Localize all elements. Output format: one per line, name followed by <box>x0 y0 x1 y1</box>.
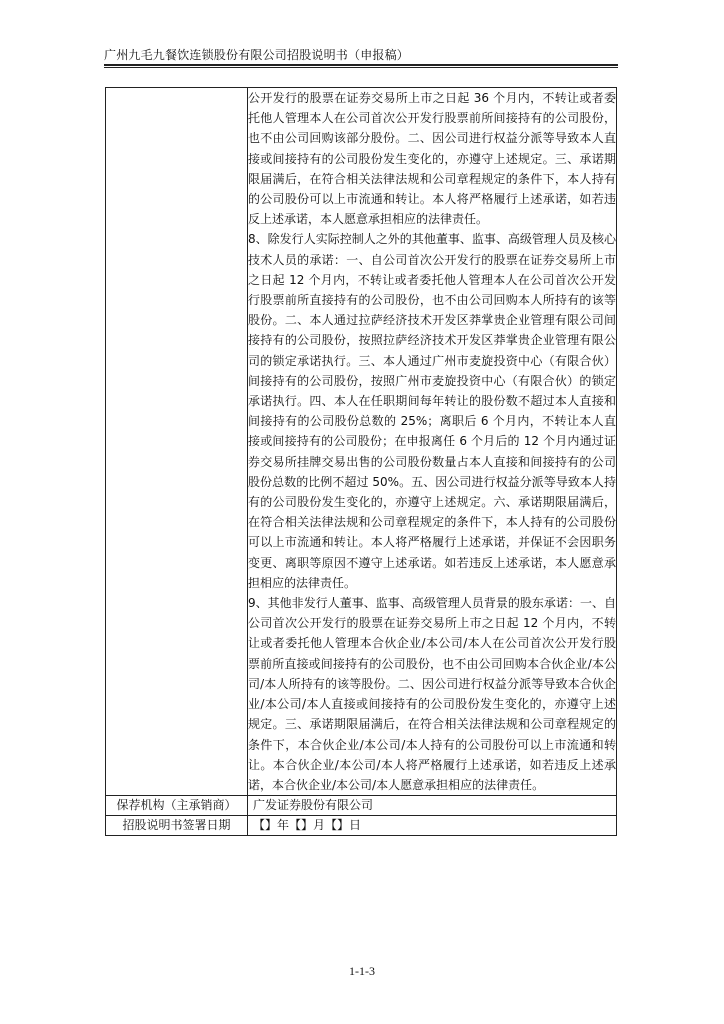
commitments-content-cell <box>248 88 617 796</box>
offering-info-table <box>105 87 617 836</box>
commitment-paragraph-c: 9、其他非发行人董事、监事、高级管理人员背景的股东承诺：一、自公司首次公开发行的股票在证券交易所上市之日起 12 个月内，不转让或者委托他人管理本合伙企业/本公司/本人在公司首次公开发行股票前所直接或间接持有的公司股份，也不由公司回购本合伙企业/本公司/本人所持有的该等股份。二、因公司进行权益分派等导致本合伙企业/本公司/本人直接或间接持有的公司股份发生变化的，亦遵守上述规定。三、承诺期限届满后，在符合相关法律法规和公司章程规定的条件下，本合伙企业/本公司/本人持有的公司股份可以上市流通和转让。本合伙企业/本公司/本人将严格履行上述承诺，如若违反上述承诺，本合伙企业/本公司/本人愿意承担相应的法律责任。 <box>248 596 616 792</box>
header-rule-thin <box>104 67 618 68</box>
commitments-label-cell <box>106 88 248 796</box>
commitment-paragraph-a: 公开发行的股票在证券交易所上市之日起 36 个月内，不转让或者委托他人管理本人在公司首次公开发行股票前所间接持有的公司股份，也不由公司回购该部分股份。二、因公司进行权益分派等导致本人直接或间接持有的公司股份发生变化的，亦遵守上述规定。三、承诺期限届满后，在符合相关法律法规和公司章程规定的条件下，本人持有的公司股份可以上市流通和转让。本人将严格履行上述承诺，如若违反上述承诺，本人愿意承担相应的法律责任。 <box>248 91 616 227</box>
table-row <box>106 796 617 816</box>
signing-date-label: 招股说明书签署日期 <box>106 816 248 836</box>
sponsor-label: 保荐机构（主承销商） <box>106 796 248 816</box>
sponsor-value: 广发证券股份有限公司 <box>248 796 617 816</box>
header-rule <box>104 64 618 66</box>
table-row-commitments <box>106 88 617 796</box>
document-header: 广州九毛九餐饮连锁股份有限公司招股说明书（申报稿） <box>104 48 410 62</box>
signing-date-value: 【】年【】月【】日 <box>248 816 617 836</box>
commitment-paragraph-b: 8、除发行人实际控制人之外的其他董事、监事、高级管理人员及核心技术人员的承诺：一、自公司首次公开发行的股票在证券交易所上市之日起 12 个月内，不转让或者委托他人管理本人在公司首次公开发行股票前所直接持有的公司股份，也不由公司回购本人所持有的该等股份。二、本人通过拉萨经济技术开发区莽掌贵企业管理有限公司间接持有的公司股份，按照拉萨经济技术开发区莽掌贵企业管理有限公司的锁定承诺执行。三、本人通过广州市麦旋投资中心（有限合伙）间接持有的公司股份，按照广州市麦旋投资中心（有限合伙）的锁定承诺执行。四、本人在任职期间每年转让的股份数不超过本人直接和间接持有的公司股份总数的 25%；离职后 6 个月内，不转让本人直接或间接持有的公司股份；在申报离任 6 个月后的 12 个月内通过证券交易所挂牌交易出售的公司股份数量占本人直接和间接持有的公司股份总数的比例不超过 50%。五、因公司进行权益分派等导致本人持有的公司股份发生变化的，亦遵守上述规定。六、承诺期限届满后，在符合相关法律法规和公司章程规定的条件下，本人持有的公司股份可以上市流通和转让。本人将严格履行上述承诺，并保证不会因职务变更、离职等原因不遵守上述承诺。如若违反上述承诺，本人愿意承担相应的法律责任。 <box>248 232 616 590</box>
table-row <box>106 816 617 836</box>
page-number: 1-1-3 <box>349 964 375 978</box>
